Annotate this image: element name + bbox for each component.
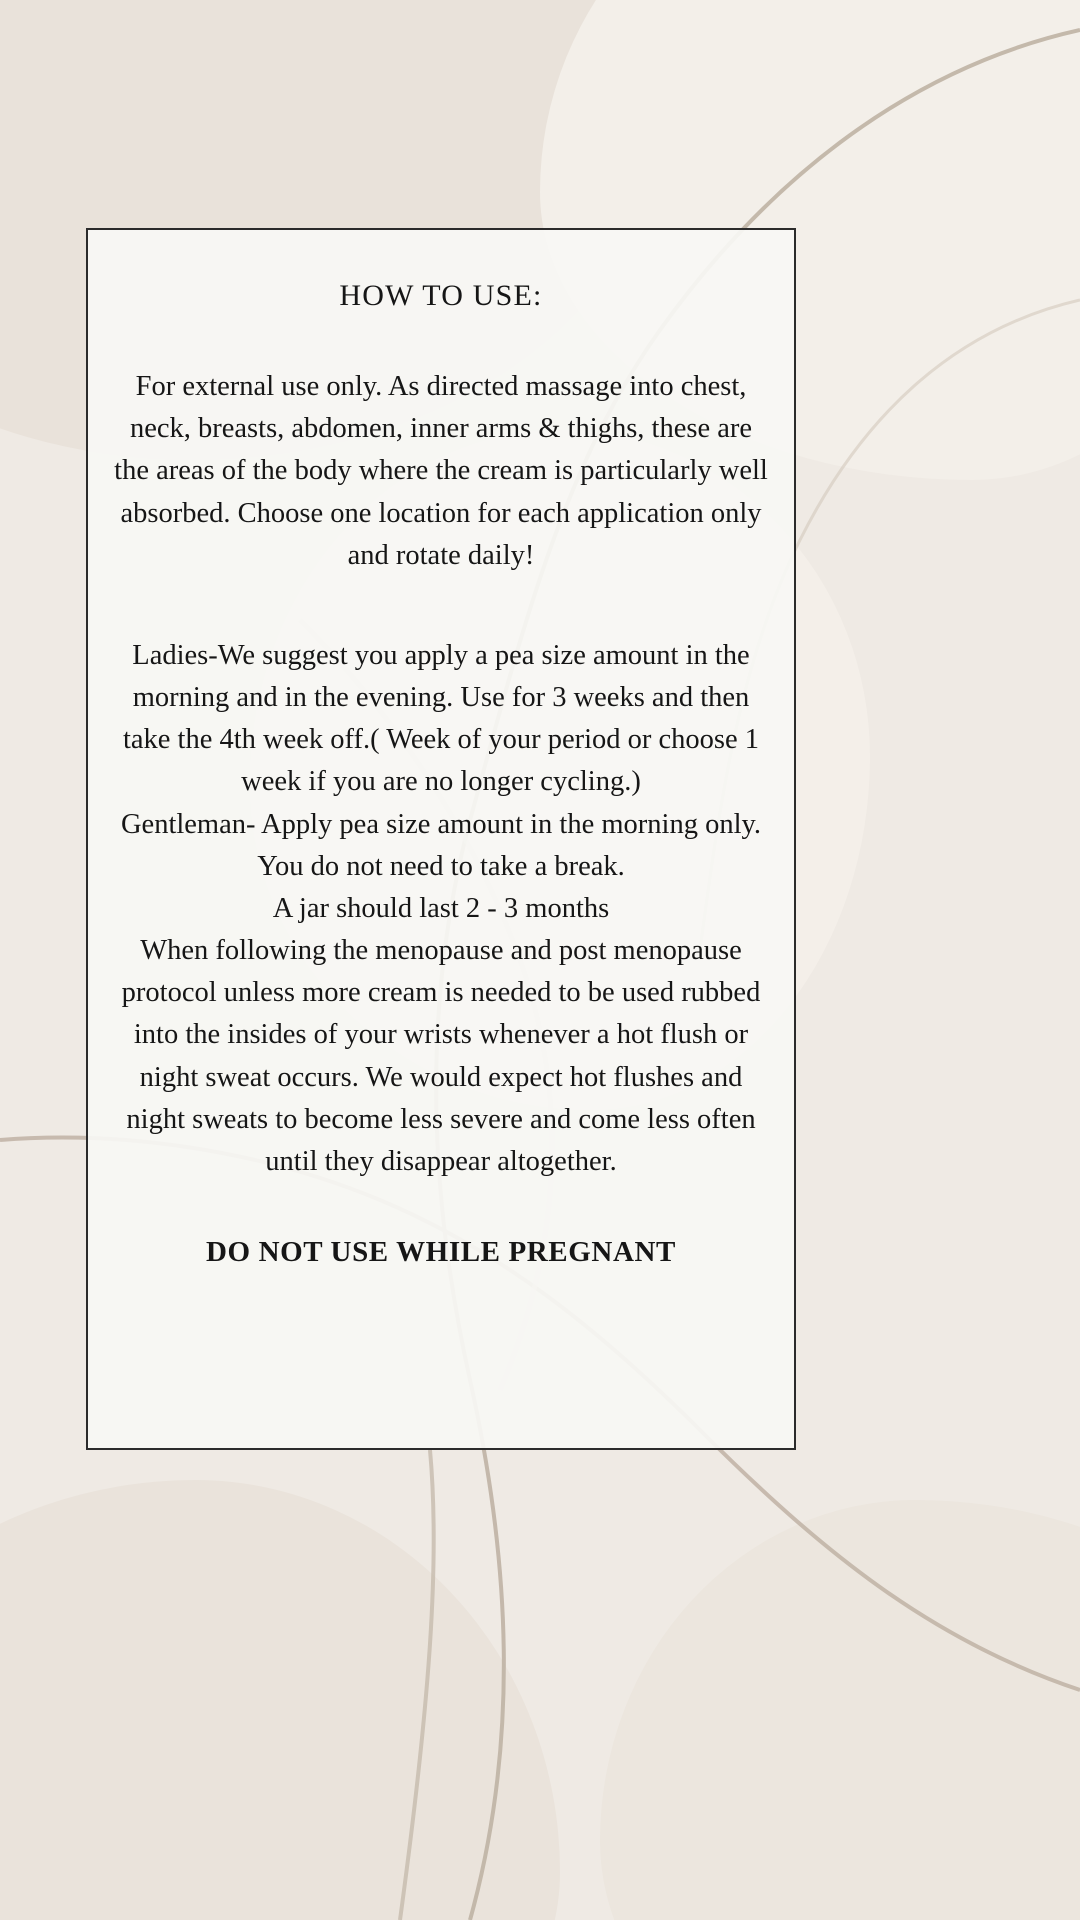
instruction-card bbox=[86, 228, 796, 1450]
paragraph-ladies-instructions: Ladies-We suggest you apply a pea size amount in the morning and in the evening. Use for 3 weeks and then take the 4th week off.( Week of your period or choose 1 week if you are no longer cycling.) bbox=[122, 639, 760, 798]
pregnancy-warning: DO NOT USE WHILE PREGNANT bbox=[206, 1236, 676, 1269]
paragraph-menopause-protocol: When following the menopause and post menopause protocol unless more cream is needed to be used rubbed into the insides of your wrists whenever a hot flush or night sweat occurs. We would expect hot flushes and night sweats to become less severe and come less often until they disappear altogether. bbox=[121, 935, 761, 1177]
paragraph-external-use: For external use only. As directed massage into chest, neck, breasts, abdomen, inner arms & thighs, these are the areas of the body where the cream is particularly well absorbed. Choose one location for each application only and rotate daily! bbox=[114, 371, 768, 571]
paragraph-jar-duration: A jar should last 2 - 3 months bbox=[272, 892, 610, 924]
paragraph-gentleman-instructions: Gentleman- Apply pea size amount in the morning only. You do not need to take a break. bbox=[120, 808, 762, 882]
page-title: HOW TO USE: bbox=[339, 279, 543, 312]
